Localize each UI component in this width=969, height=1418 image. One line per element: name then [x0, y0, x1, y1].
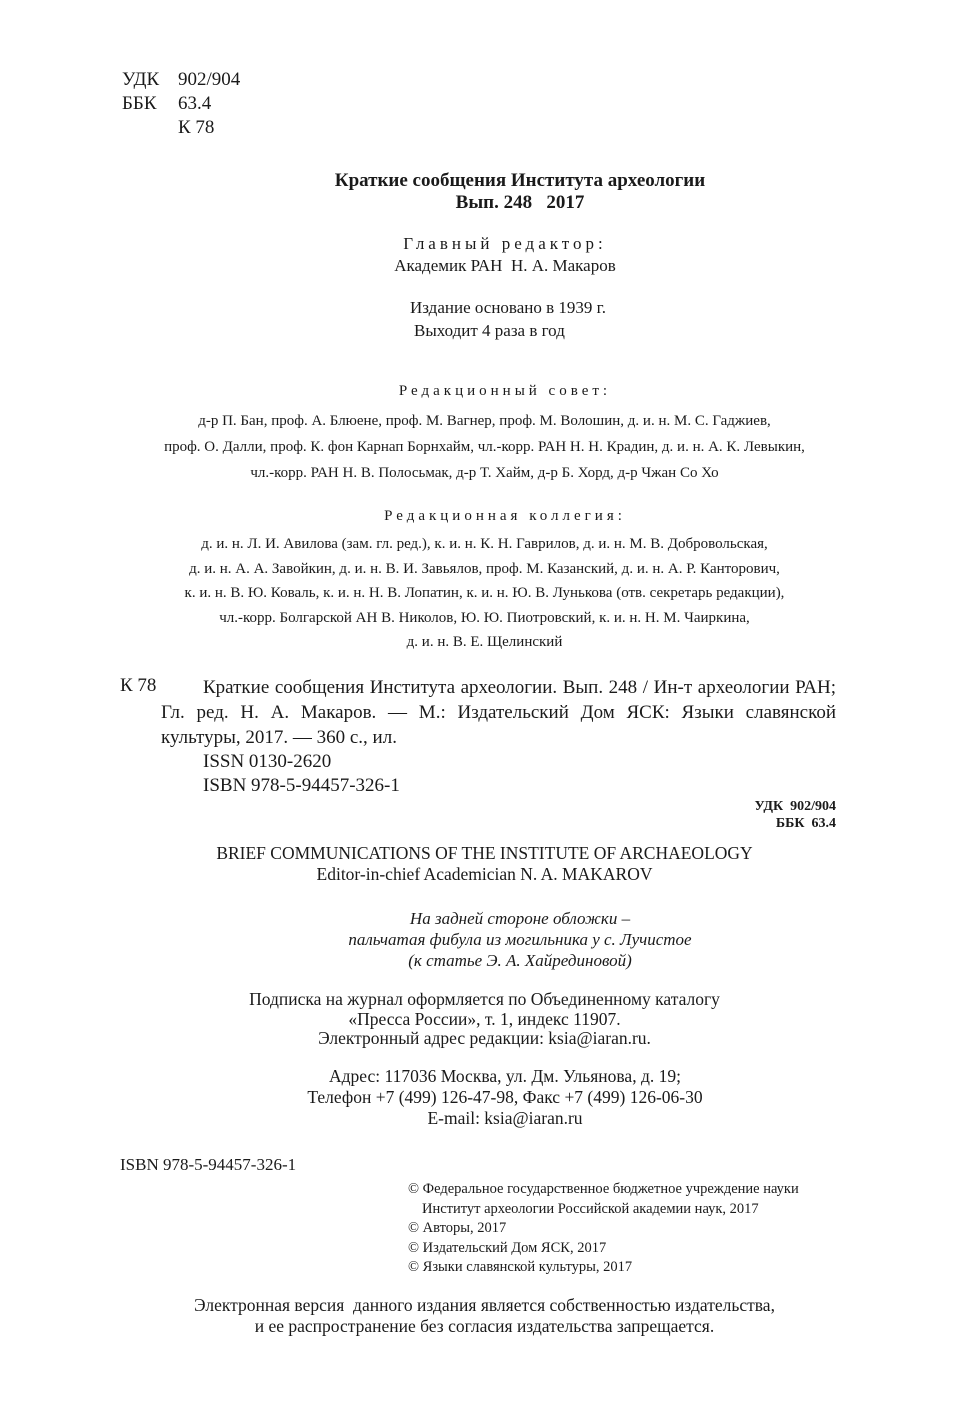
author-mark-row — [122, 116, 240, 140]
council-line: проф. О. Далли, проф. К. фон Карнап Борнхайм, чл.-корр. РАН Н. Н. Крадин, д. и. н. А. К. Левыкин, — [164, 439, 805, 455]
cover-note-line: На задней стороне обложки – — [409, 909, 631, 928]
collegium-line: д. и. н. В. Е. Щелинский — [406, 634, 563, 650]
bbk-right: ББК 63.4 — [775, 816, 836, 831]
council-line: д-р П. Бан, проф. А. Блюене, проф. М. Вагнер, проф. М. Волошин, д. и. н. М. С. Гаджиев, — [198, 413, 771, 429]
bibliographic-record — [161, 675, 836, 750]
collegium-line: д. и. н. Л. И. Авилова (зам. гл. ред.), к. и. н. К. Н. Гаврилов, д. и. н. М. В. Добровольская, — [201, 536, 768, 552]
collegium-line: чл.-корр. Болгарской АН В. Николов, Ю. Ю. Пиотровский, к. и. н. Н. М. Чаиркина, — [219, 609, 750, 626]
udk-value: 902/904 — [178, 69, 241, 90]
council-members — [0, 408, 969, 486]
journal-issue: Вып. 248 2017 — [455, 192, 585, 213]
founded-info — [410, 296, 606, 342]
journal-title: Краткие сообщения Института археологии — [334, 170, 706, 191]
copyright-line: © Языки славянской культуры, 2017 — [408, 1259, 633, 1275]
electronic-notice-line: Электронная версия данного издания является собственностью издательства, — [194, 1295, 775, 1315]
isbn: ISBN 978-5-94457-326-1 — [203, 775, 400, 796]
isbn-bottom: ISBN 978-5-94457-326-1 — [120, 1155, 297, 1174]
bbk-key: ББК — [122, 93, 157, 114]
phone-fax: Телефон +7 (499) 126-47-98, Факс +7 (499) 126-06-30 — [307, 1087, 703, 1107]
english-editor: Editor-in-chief Academician N. A. MAKAROV — [316, 864, 653, 884]
bibliographic-identifiers — [203, 750, 400, 798]
bbk-value: 63.4 — [178, 93, 212, 114]
collegium-label: Редакционная коллегия: — [384, 508, 626, 524]
udk-right: УДК 902/904 — [754, 799, 836, 814]
council-line: чл.-корр. РАН Н. В. Полосьмак, д-р Т. Хайм, д-р Б. Хорд, д-р Чжан Со Хо — [250, 465, 719, 481]
council-label: Редакционный совет: — [398, 383, 612, 399]
electronic-notice-line: и ее распространение без согласия издательства запрещается. — [254, 1316, 715, 1336]
copyright-line: © Авторы, 2017 — [408, 1220, 507, 1236]
subscription-info — [0, 990, 969, 1049]
udk-key: УДК — [122, 69, 160, 90]
issn: ISSN 0130-2620 — [203, 751, 332, 772]
udk-right-block — [754, 798, 836, 832]
email: E-mail: ksia@iaran.ru — [427, 1108, 583, 1128]
collegium-line: д. и. н. А. А. Завойкин, д. и. н. В. И. Завьялов, проф. М. Казанский, д. и. н. А. Р. Канторович, — [189, 560, 780, 577]
english-title: BRIEF COMMUNICATIONS OF THE INSTITUTE OF ARCHAEOLOGY — [216, 843, 753, 863]
subscription-line: Электронный адрес редакции: ksia@iaran.ru. — [318, 1028, 651, 1048]
english-title-block — [0, 843, 969, 885]
copyright-block — [408, 1180, 799, 1278]
editor-name: Академик РАН Н. А. Макаров — [394, 256, 616, 275]
cover-note-line: (к статье Э. А. Хайрединовой) — [408, 951, 632, 970]
editor-label: Главный редактор: — [403, 234, 607, 253]
subscription-line: Подписка на журнал оформляется по Объединенному каталогу — [249, 989, 720, 1009]
frequency: Выходит 4 раза в год — [414, 321, 565, 340]
subscription-line: «Пресса России», т. 1, индекс 11907. — [348, 1008, 621, 1029]
electronic-notice — [0, 1295, 969, 1337]
collegium-members — [0, 532, 969, 655]
cover-note — [0, 908, 969, 971]
bbk-row — [122, 92, 240, 116]
bibliographic-code: К 78 — [120, 675, 157, 696]
copyright-line: © Издательский Дом ЯСК, 2017 — [408, 1239, 607, 1256]
founded-year: Издание основано в 1939 г. — [410, 298, 606, 317]
journal-heading — [0, 170, 969, 214]
address: Адрес: 117036 Москва, ул. Дм. Ульянова, д. 19; — [329, 1066, 681, 1086]
bibliographic-text: Краткие сообщения Института археологии. Вып. 248 / Ин-т археологии РАН; Гл. ред. Н. А. Макаров. — М.: Издательский Дом ЯСК: Языки славянской культуры, 2017. — 360 с., ил. — [161, 677, 836, 748]
copyright-line: © Федеральное государственное бюджетное учреждение науки — [408, 1181, 799, 1197]
cover-note-line: пальчатая фибула из могильника у с. Лучистое — [348, 930, 692, 949]
classification-block — [122, 68, 240, 140]
contacts — [0, 1066, 969, 1129]
author-mark-value: К 78 — [178, 117, 215, 138]
copyright-line: Институт археологии Российской академии наук, 2017 — [422, 1200, 759, 1217]
collegium-line: к. и. н. В. Ю. Коваль, к. и. н. Н. В. Лопатин, к. и. н. Ю. В. Лунькова (отв. секретарь редакции), — [184, 585, 785, 601]
udk-row — [122, 68, 240, 92]
